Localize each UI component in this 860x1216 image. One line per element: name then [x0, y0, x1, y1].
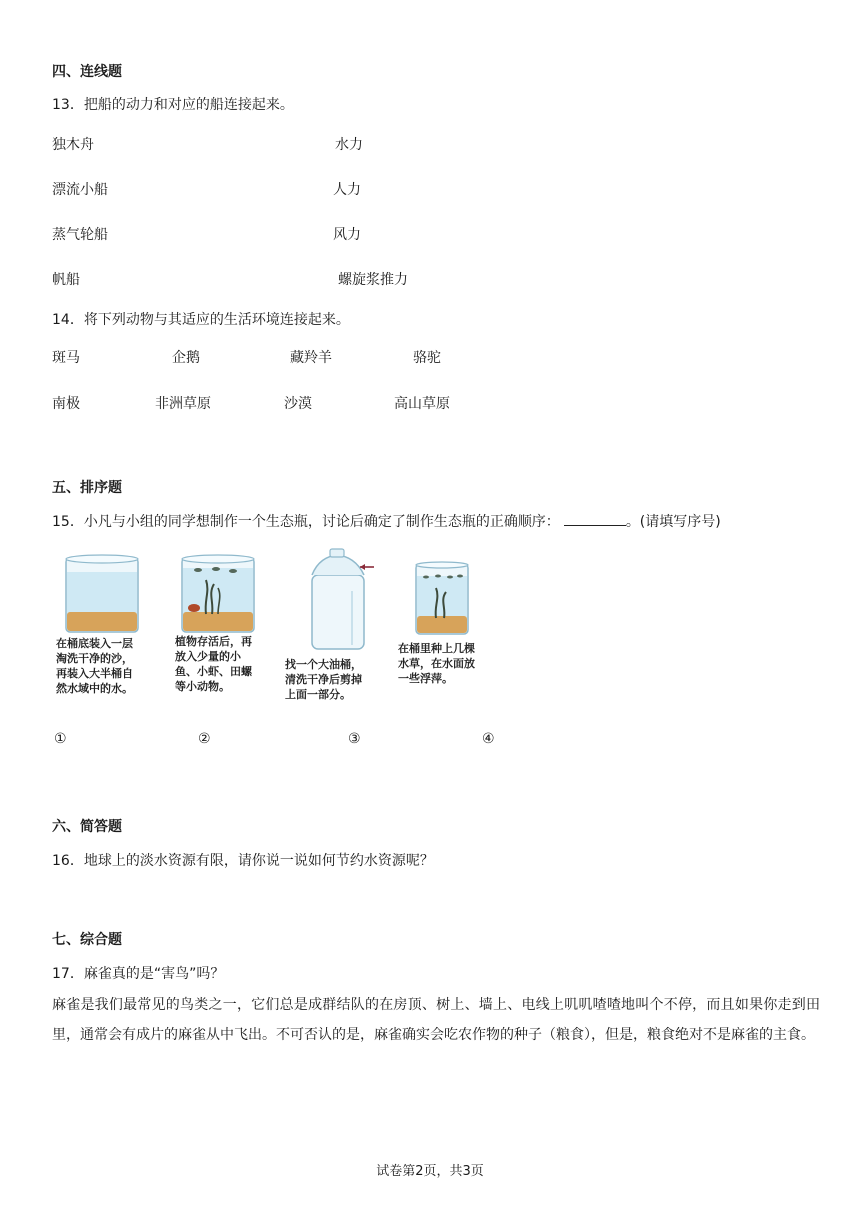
q13-power-3: 风力: [333, 227, 361, 243]
section-title-comprehensive: 七、综合题: [52, 932, 122, 948]
q14-animal-1: 斑马: [52, 350, 80, 366]
question-15-text: 15．小凡与小组的同学想制作一个生态瓶，讨论后确定了制作生态瓶的正确顺序：: [52, 514, 560, 530]
question-13-prompt: 13．把船的动力和对应的船连接起来。: [52, 97, 294, 113]
step-label-4: ④: [482, 731, 495, 747]
step-1-bucket-illustration: [62, 550, 142, 635]
q14-animal-2: 企鹅: [172, 350, 200, 366]
question-17-paragraph: 麻雀是我们最常见的鸟类之一，它们总是成群结队的在房顶、树上、墙上、电线上叽叽喳喳地叫个不停，而且如果你走到田里，通常会有成片的麻雀从中飞出。不可否认的是，麻雀确实会吃农作物的种子（粮食），但是，粮食绝对不是麻雀的主食。: [52, 997, 820, 1043]
q14-habitat-4: 高山草原: [394, 396, 450, 412]
q14-animal-4: 骆驼: [413, 350, 441, 366]
q13-boat-3: 蒸气轮船: [52, 227, 108, 243]
page-footer: 试卷第2页，共3页: [376, 1164, 484, 1179]
step-3-barrel-illustration: [300, 545, 380, 653]
q14-animal-3: 藏羚羊: [290, 350, 332, 366]
section-title-matching: 四、连线题: [52, 64, 122, 80]
section-title-ordering: 五、排序题: [52, 480, 122, 496]
q13-boat-1: 独木舟: [52, 137, 94, 153]
step-label-2: ②: [198, 731, 211, 747]
step-4-bucket-illustration: [412, 558, 472, 638]
q14-habitat-1: 南极: [52, 396, 80, 412]
step-label-1: ①: [54, 731, 67, 747]
question-14-prompt: 14．将下列动物与其适应的生活环境连接起来。: [52, 312, 350, 328]
question-15-prompt: [52, 511, 721, 531]
q13-power-4: 螺旋浆推力: [338, 272, 408, 288]
step-2-caption: 植物存活后，再 放入少量的小 鱼、小虾、田螺 等小动物。: [175, 635, 252, 693]
step-3-caption: 找一个大油桶， 清洗干净后剪掉 上面一部分。: [285, 658, 362, 701]
question-17-prompt: 17．麻雀真的是“害鸟”吗？: [52, 966, 225, 982]
q13-power-1: 水力: [335, 137, 363, 153]
step-label-3: ③: [348, 731, 361, 747]
step-2-bucket-illustration: [178, 550, 258, 635]
step-1-caption: 在桶底装入一层 淘洗干净的沙， 再装入大半桶自 然水域中的水。: [56, 637, 133, 695]
q13-boat-2: 漂流小船: [52, 182, 108, 198]
q13-boat-4: 帆船: [52, 272, 80, 288]
section-title-short-answer: 六、简答题: [52, 819, 122, 835]
question-15-suffix: 。(请填写序号): [625, 514, 721, 530]
q14-habitat-3: 沙漠: [284, 396, 312, 412]
q14-habitat-2: 非洲草原: [155, 396, 211, 412]
answer-blank[interactable]: [564, 511, 626, 526]
question-16-prompt: 16．地球上的淡水资源有限，请你说一说如何节约水资源呢？: [52, 853, 434, 869]
step-4-caption: 在桶里种上几棵 水草，在水面放 一些浮萍。: [398, 642, 475, 685]
q13-power-2: 人力: [333, 182, 361, 198]
